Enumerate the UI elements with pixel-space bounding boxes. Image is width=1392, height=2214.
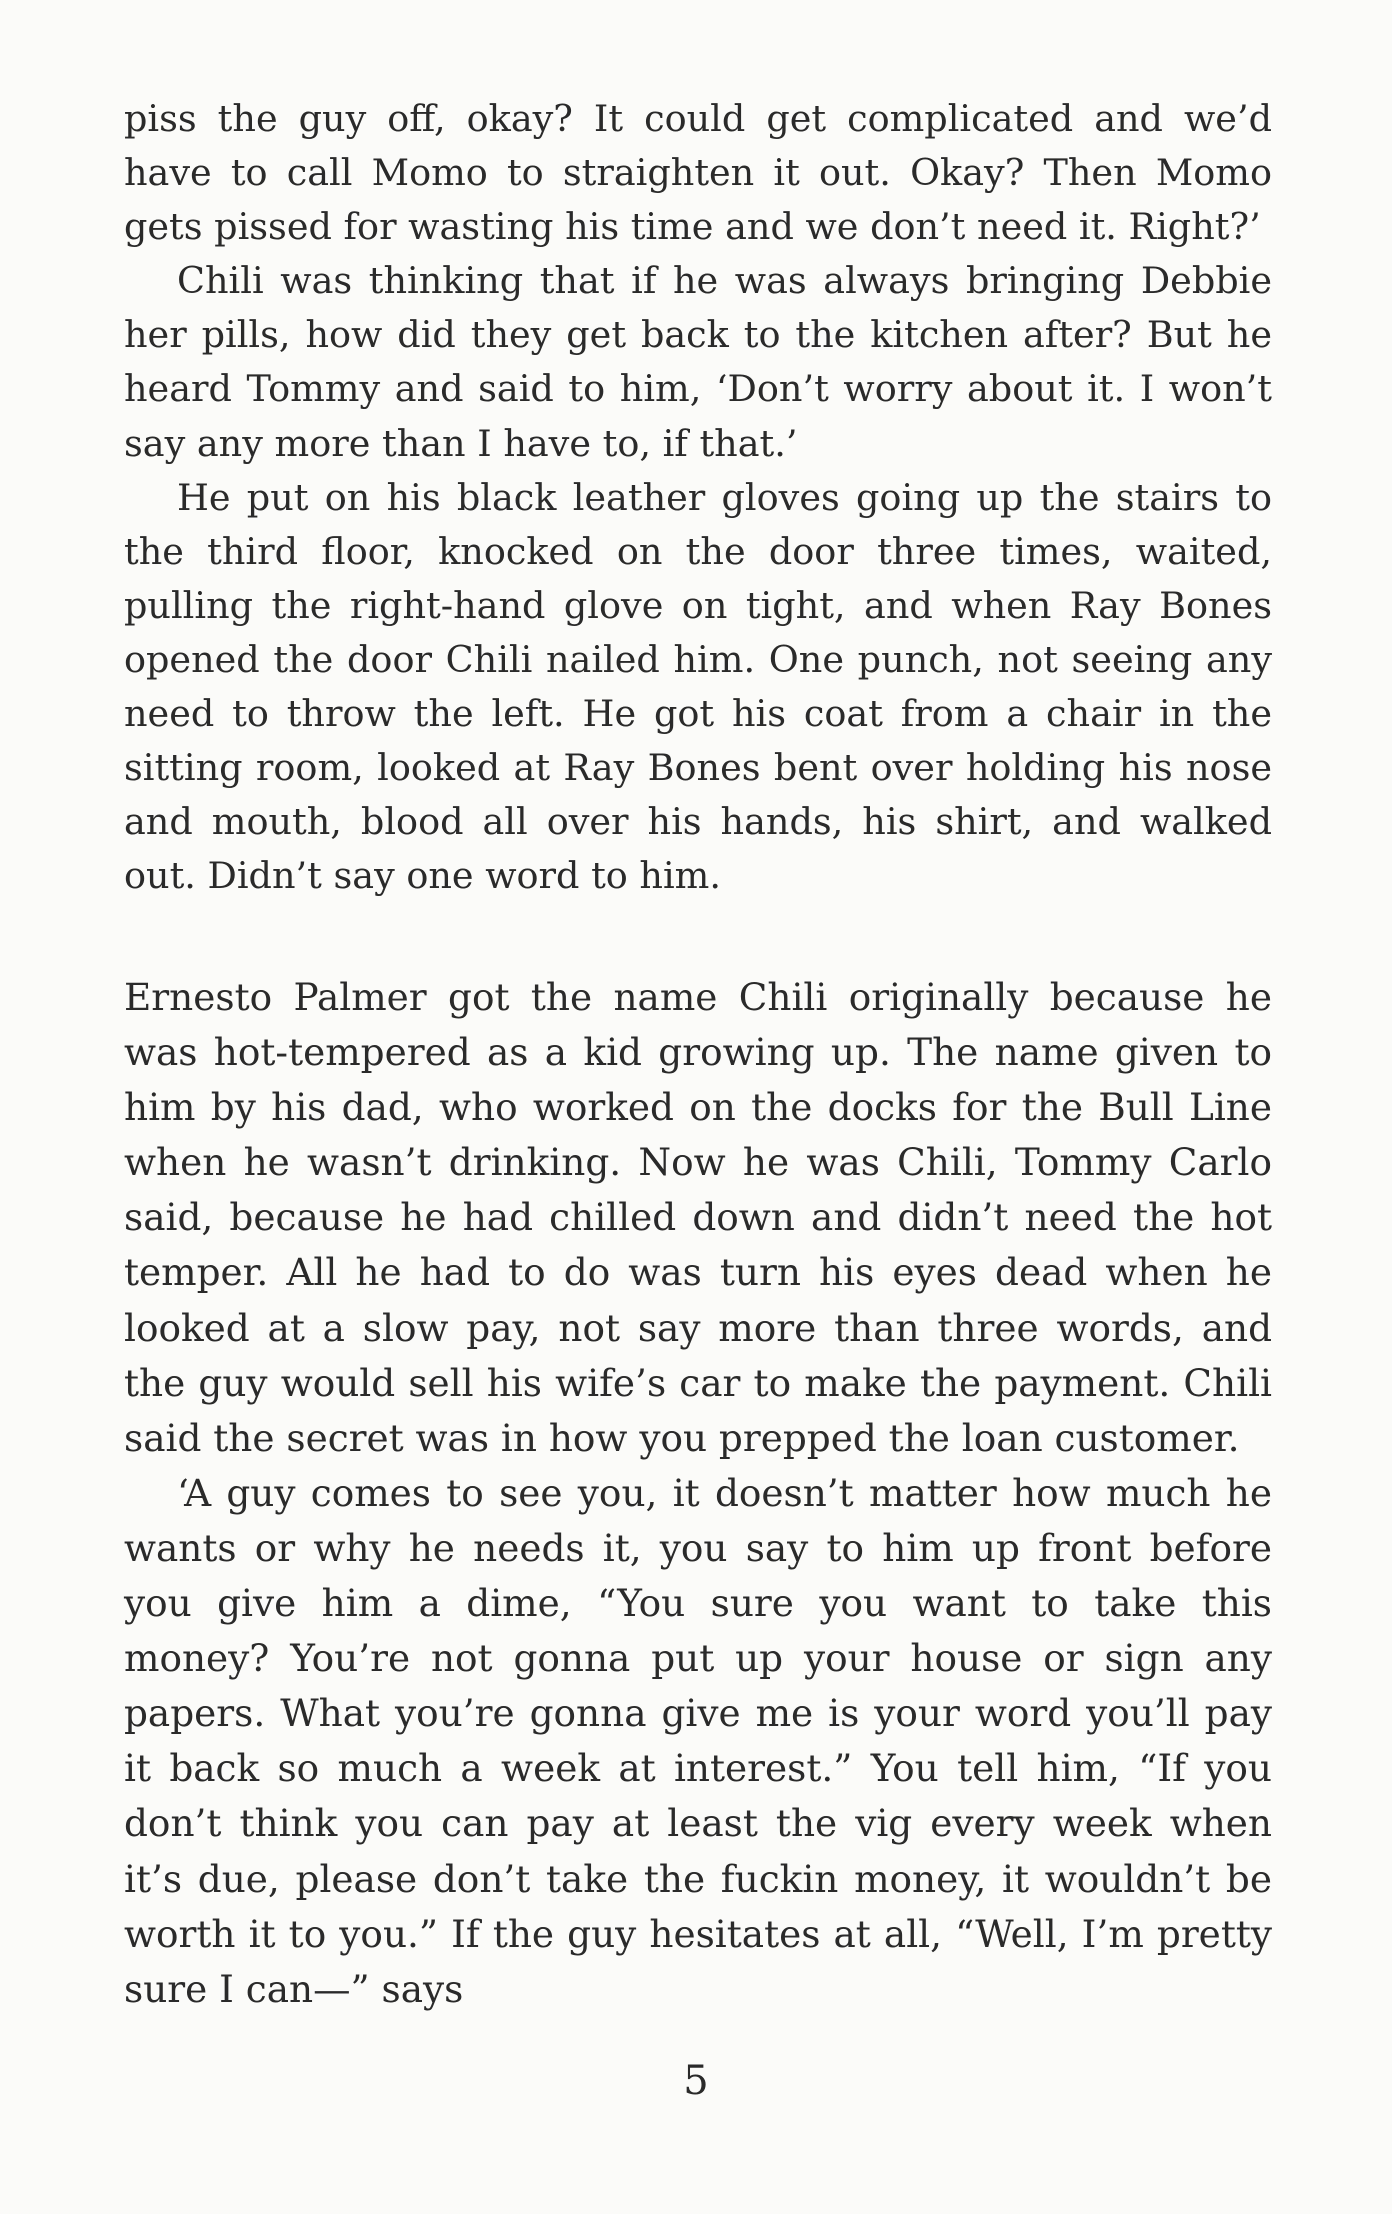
paragraph-section-start: Ernesto Palmer got the name Chili originally because he was hot-tempered as a kid growing up. The name given to him by his dad, who worked on the docks for the Bull Line when he wasn’t drinking. Now he was Chili, Tommy Carlo said, because he had chilled down and didn’t need the hot temper. All he had to do was turn his eyes dead when he looked at a slow pay, not say more than three words, and the guy would sell his wife’s car to make the payment. Chili said the secret was in how you prepped the loan customer. (124, 975, 1272, 1460)
paragraph: ‘A guy comes to see you, it doesn’t matter how much he wants or why he needs it, you say to him up front before you give him a dime, “You sure you want to take this money? You’re not gonna put up your house or sign any papers. What you’re gonna give me is your word you’ll pay it back so much a week at interest.” You tell him, “If you don’t think you can pay at least the vig every week when it’s due, please don’t take the fuckin money, it wouldn’t be worth it to you.” If the guy hesitates at all, “Well, I’m pretty sure I can—” says (124, 1470, 1272, 2011)
page-number: 5 (683, 2058, 709, 2104)
paragraph: He put on his black leather gloves going up the stairs to the third floor, knocked on the door three times, waited, pulling the right-hand glove on tight, and when Ray Bones opened the door Chili nailed him. One punch, not seeing any need to throw the left. He got his coat from a chair in the sitting room, looked at Ray Bones bent over holding his nose and mouth, blood all over his hands, his shirt, and walked out. Didn’t say one word to him. (124, 475, 1272, 898)
text-section-1 (124, 92, 1272, 903)
paragraph: Chili was thinking that if he was always bringing Debbie her pills, how did they get back to the kitchen after? But he heard Tommy and said to him, ‘Don’t worry about it. I won’t say any more than I have to, if that.’ (124, 259, 1272, 465)
text-section-2 (124, 970, 1272, 2017)
paragraph-continued: piss the guy off, okay? It could get complicated and we’d have to call Momo to straighten it out. Okay? Then Momo gets pissed for wasting his time and we don’t need it. Right?’ (124, 97, 1272, 249)
